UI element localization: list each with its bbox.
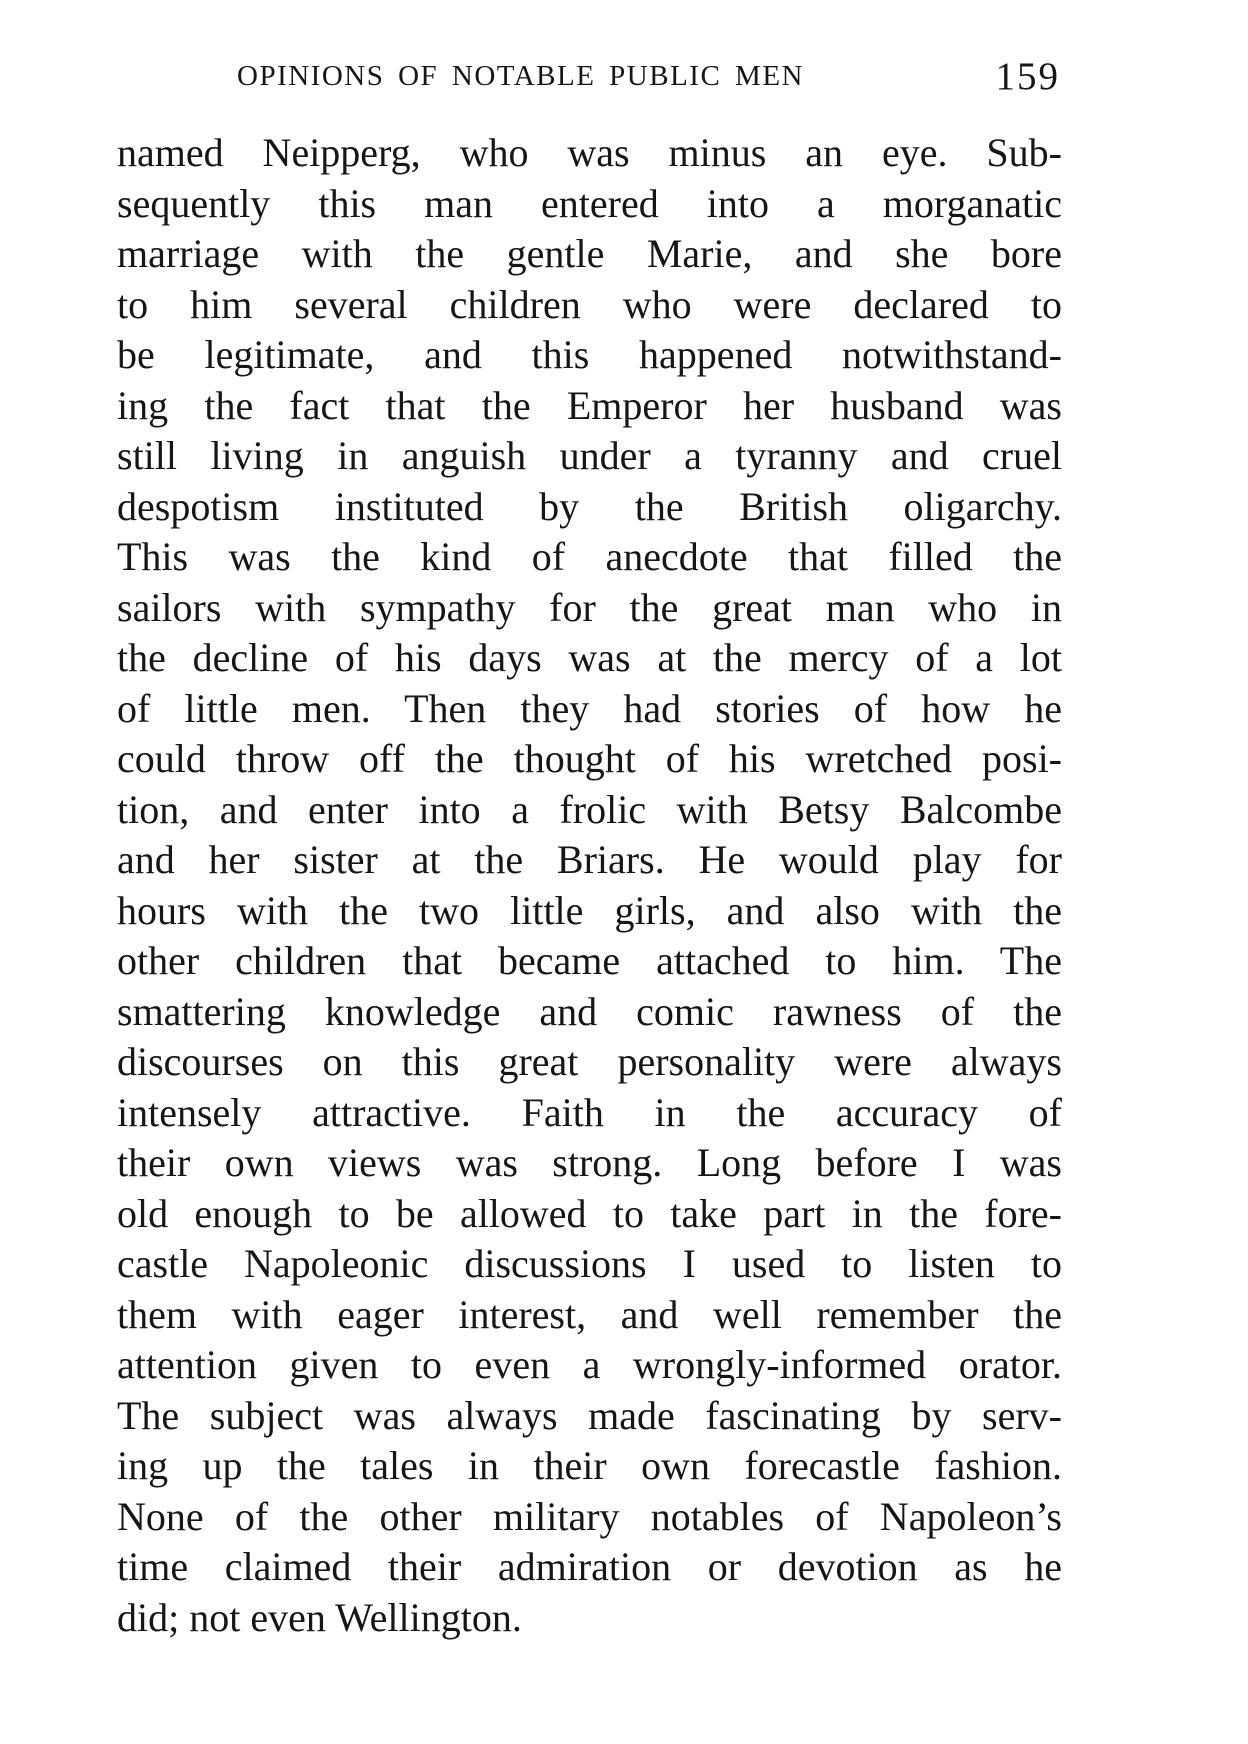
text-line: the decline of his days was at the mercy of a lot	[117, 635, 1062, 680]
text-line: smattering knowledge and comic rawness of the	[117, 988, 1062, 1034]
text-line: ing the fact that the Emperor her husband was	[117, 382, 1062, 428]
text-line: tion, and enter into a frolic with Betsy Balcombe	[117, 786, 1062, 832]
text-line: The subject was always made fascinating by serv-	[117, 1392, 1062, 1438]
text-line: time claimed their admiration or devotion as he	[117, 1544, 1062, 1589]
text-line: discourses on this great personality were always	[117, 1039, 1062, 1084]
text-line: intensely attractive. Faith in the accuracy of	[117, 1089, 1062, 1135]
page-number: 159	[995, 55, 1060, 98]
text-line: sailors with sympathy for the great man who in	[117, 584, 1062, 630]
text-line: despotism instituted by the British oligarchy.	[117, 483, 1062, 529]
text-line: did; not even Wellington.	[117, 1594, 522, 1640]
text-line: to him several children who were declared to	[117, 281, 1062, 327]
text-line: still living in anguish under a tyranny and cruel	[117, 433, 1062, 478]
body-paragraph	[117, 128, 1062, 1643]
text-line: None of the other military notables of Napoleon’s	[117, 1493, 1062, 1539]
text-line: of little men. Then they had stories of how he	[117, 685, 1062, 731]
text-line: could throw off the thought of his wretched posi-	[117, 736, 1062, 781]
running-head	[117, 54, 1062, 98]
text-line: old enough to be allowed to take part in the fore-	[117, 1190, 1062, 1236]
text-line: castle Napoleonic discussions I used to listen to	[117, 1241, 1062, 1286]
running-title: OPINIONS OF NOTABLE PUBLIC MEN	[237, 60, 804, 92]
text-line: attention given to even a wrongly-informed orator.	[117, 1342, 1062, 1387]
text-line: ing up the tales in their own forecastle fashion.	[117, 1443, 1062, 1488]
text-line: them with eager interest, and well remember the	[117, 1291, 1062, 1337]
text-line: be legitimate, and this happened notwithstand-	[117, 332, 1062, 377]
text-line: their own views was strong. Long before I was	[117, 1140, 1062, 1185]
text-line: and her sister at the Briars. He would play for	[117, 837, 1062, 882]
text-line: other children that became attached to him. The	[117, 938, 1062, 983]
text-line: named Neipperg, who was minus an eye. Sub-	[117, 130, 1062, 175]
text-line: marriage with the gentle Marie, and she bore	[117, 231, 1062, 276]
text-line: hours with the two little girls, and also with the	[117, 887, 1062, 933]
text-line: This was the kind of anecdote that filled the	[117, 534, 1062, 579]
text-line: sequently this man entered into a morganatic	[117, 180, 1062, 226]
